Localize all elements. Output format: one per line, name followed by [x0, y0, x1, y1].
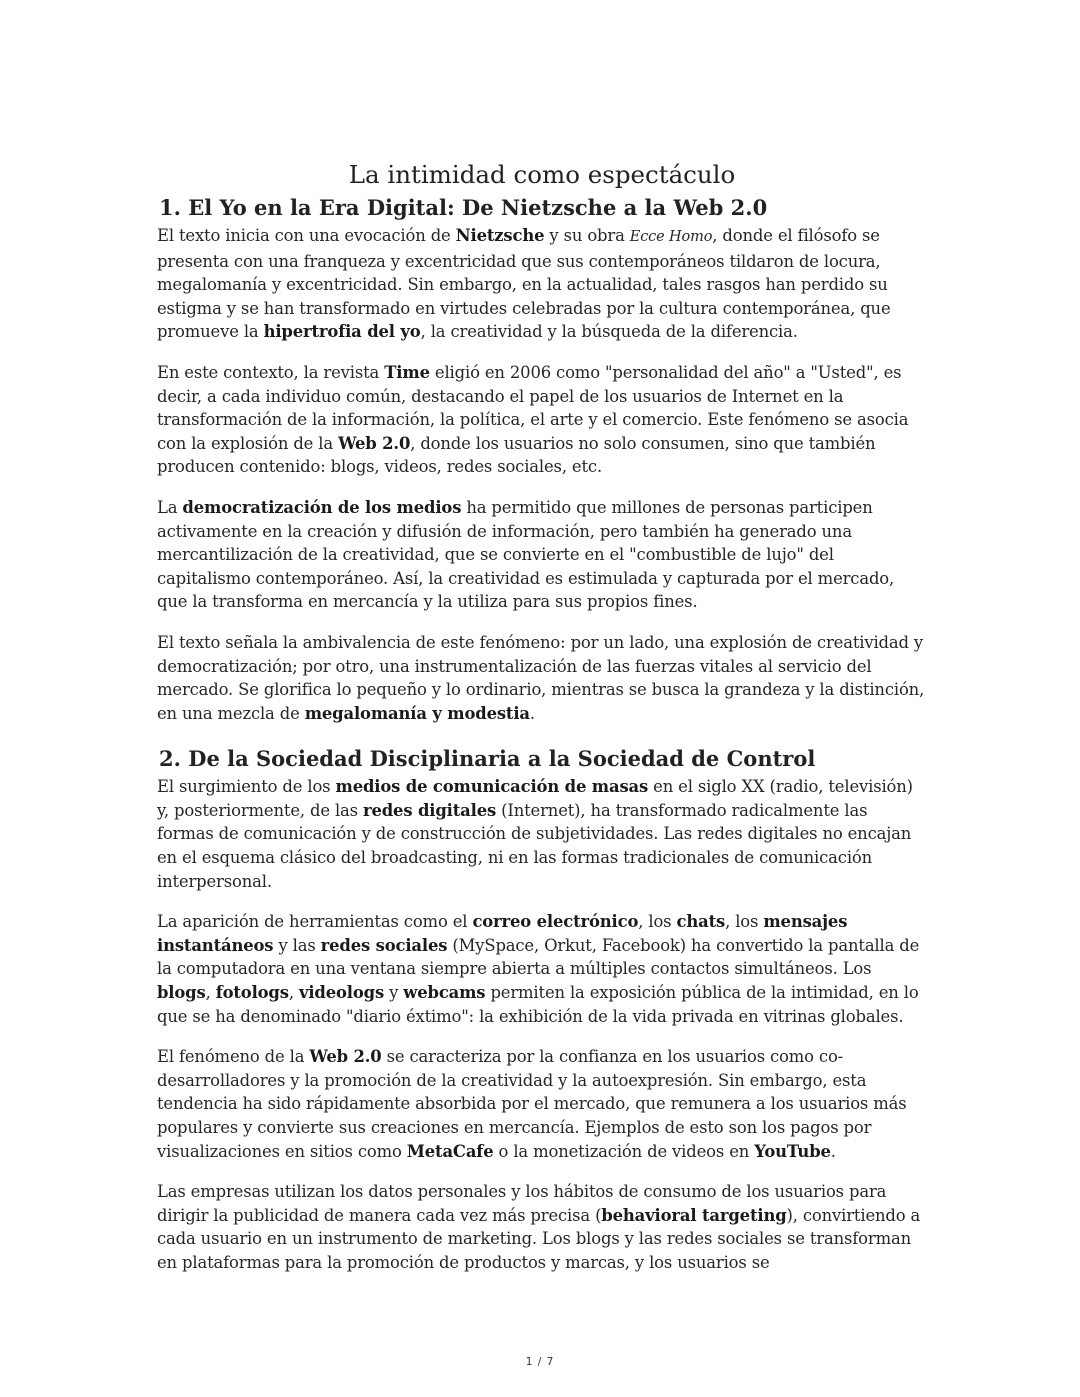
bold-term: fotologs	[215, 983, 289, 1003]
text-run: .	[830, 1141, 836, 1161]
text-run: En este contexto, la revista	[157, 362, 385, 382]
text-run: El fenómeno de la	[157, 1047, 310, 1067]
text-run: y	[384, 983, 404, 1003]
bold-term: Nietzsche	[455, 226, 545, 245]
section-heading-2: 2. De la Sociedad Disciplinaria a la Sociedad de Control	[159, 746, 816, 772]
bold-term: behavioral targeting	[601, 1205, 787, 1225]
bold-term: megalomanía y modestia	[304, 703, 530, 723]
text-run: permiten la exposición pública de la intimidad, en lo que se ha denominado "diario éxtimo": la exhibición de la vida privada en vitrinas globales.	[157, 983, 919, 1026]
text-run: y las	[273, 935, 321, 955]
text-run: (MySpace, Orkut, Facebook) ha convertido la pantalla de la computadora en una ventana siempre abierta a múltiples contactos simultáneos. Los	[157, 935, 920, 979]
bold-term: Web 2.0	[338, 433, 411, 453]
bold-term: correo electrónico	[472, 912, 639, 932]
paragraph	[157, 496, 927, 614]
bold-term: redes sociales	[320, 935, 448, 955]
text-run: ,	[288, 983, 299, 1003]
text-run: La	[157, 497, 183, 517]
text-run: o la monetización de videos en	[493, 1141, 755, 1161]
section-2-body	[157, 775, 927, 1274]
text-run: , la creatividad y la búsqueda de la diferencia.	[420, 322, 798, 342]
text-run: ha permitido que millones de personas participen activamente en la creación y difusión de información, pero también ha generado una mercantilización de la creatividad, que se convierte en el "combustible de lujo" del capitalismo contemporáneo. Así, la creatividad es estimulada y capturada por el mercado, que la transforma en mercancía y la utiliza para sus propios fines.	[157, 497, 895, 612]
bold-term: mensajes instantáneos	[157, 912, 848, 955]
paragraph	[157, 224, 927, 344]
bold-term: MetaCafe	[406, 1141, 494, 1161]
bold-term: webcams	[403, 983, 486, 1003]
bold-term: hipertrofia del yo	[263, 322, 421, 342]
text-run: (Internet), ha transformado radicalmente las formas de comunicación y de construcción de subjetividades. Las redes digitales no encajan en el esquema clásico del broadcasting, ni en las formas tradicionales de comunicación interpersonal.	[157, 800, 912, 891]
text-run: Las empresas utilizan los datos personales y los hábitos de consumo de los usuarios para dirigir la publicidad de manera cada vez más precisa (	[157, 1182, 887, 1225]
bold-term: redes digitales	[362, 800, 497, 820]
bold-term: blogs	[157, 983, 206, 1003]
text-run: .	[529, 703, 535, 723]
bold-term: Web 2.0	[309, 1047, 382, 1067]
bold-term: Time	[384, 362, 430, 382]
text-run: , los	[725, 912, 764, 932]
paragraph	[157, 775, 927, 893]
text-run: , donde los usuarios no solo consumen, sino que también producen contenido: blogs, videos, redes sociales, etc.	[157, 433, 876, 477]
text-run: El surgimiento de los	[157, 777, 336, 797]
text-run: La aparición de herramientas como el	[157, 912, 473, 932]
italic-term: Ecce Homo	[629, 229, 713, 245]
bold-term: videologs	[298, 983, 385, 1003]
paragraph	[157, 631, 927, 725]
paragraph	[157, 361, 927, 479]
text-run: , donde el filósofo se presenta con una franqueza y excentricidad que sus contemporáneos tildaron de locura, megalomanía y excentricidad. Sin embargo, en la actualidad, tales rasgos han perdido su estigma y se han transformado en virtudes celebradas por la cultura contemporánea, que promueve la	[157, 226, 891, 342]
text-run: eligió en 2006 como "personalidad del año" a "Usted", es decir, a cada individuo común, destacando el papel de los usuarios de Internet en la transformación de la información, la política, el arte y el comercio. Este fenómeno se asocia con la explosión de la	[157, 362, 909, 453]
paragraph	[157, 910, 927, 1028]
document-title: La intimidad como espectáculo	[348, 160, 736, 189]
text-run: El texto inicia con una evocación de	[157, 226, 456, 245]
section-heading-1: 1. El Yo en la Era Digital: De Nietzsche a la Web 2.0	[159, 195, 768, 220]
paragraph	[157, 1045, 927, 1163]
bold-term: medios de comunicación de masas	[335, 777, 649, 797]
paragraph	[157, 1180, 927, 1274]
bold-term: chats	[676, 912, 726, 932]
text-run: ), convirtiendo a cada usuario en un instrumento de marketing. Los blogs y las redes sociales se transforman en plataformas para la promoción de productos y marcas, y los usuarios se	[157, 1205, 921, 1272]
section-1-body	[157, 224, 927, 725]
text-run: y su obra	[544, 226, 630, 245]
text-run: ,	[205, 983, 216, 1003]
page-number: 1 / 7	[525, 1356, 555, 1368]
bold-term: democratización de los medios	[182, 497, 462, 517]
document-page	[157, 158, 927, 1292]
text-run: en el siglo XX (radio, televisión) y, posteriormente, de las	[157, 777, 913, 820]
text-run: , los	[638, 912, 677, 932]
bold-term: YouTube	[754, 1141, 831, 1161]
text-run: El texto señala la ambivalencia de este fenómeno: por un lado, una explosión de creatividad y democratización; por otro, una instrumentalización de las fuerzas vitales al servicio del mercado. Se glorifica lo pequeño y lo ordinario, mientras se busca la grandeza y la distinción, en una mezcla de	[157, 632, 925, 723]
text-run: se caracteriza por la confianza en los usuarios como co-desarrolladores y la promoción de la creatividad y la autoexpresión. Sin embargo, esta tendencia ha sido rápidamente absorbida por el mercado, que remunera a los usuarios más populares y convierte sus creaciones en mercancía. Ejemplos de esto son los pagos por visualizaciones en sitios como	[157, 1047, 907, 1161]
